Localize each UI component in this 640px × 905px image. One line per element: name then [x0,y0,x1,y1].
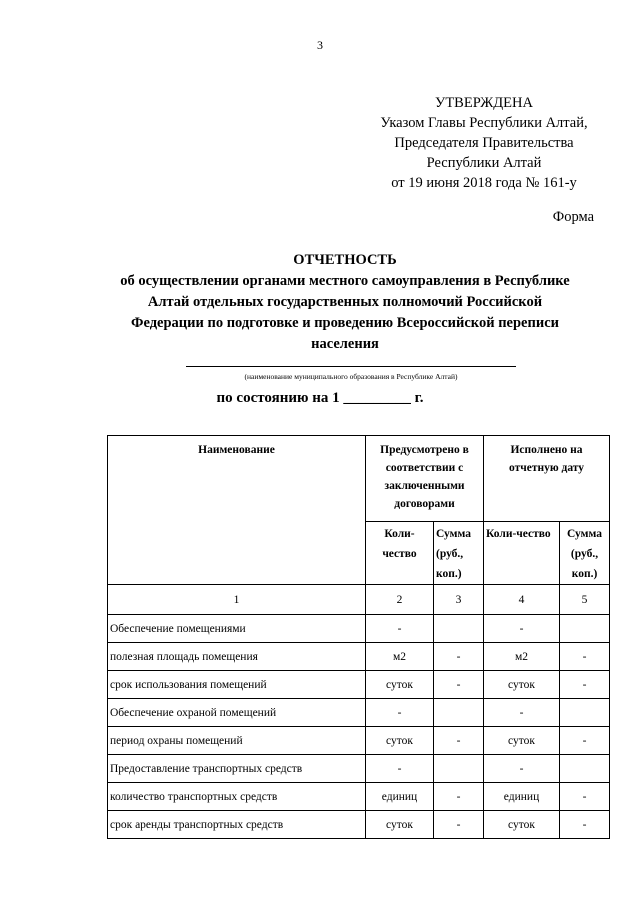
row-name: полезная площадь помещения [108,643,366,671]
cell: - [434,727,484,755]
cell: суток [366,671,434,699]
column-number: 4 [484,585,560,615]
cell: - [560,671,610,699]
cell: суток [366,811,434,839]
column-number: 1 [108,585,366,615]
table-row [108,615,610,643]
header-name: Наименование [108,436,366,585]
cell [560,755,610,783]
cell: суток [484,727,560,755]
title-line: Федерации по подготовке и проведению Всероссийской переписи [131,315,559,331]
cell: суток [484,811,560,839]
approval-line: Указом Главы Республики Алтай, [380,115,588,131]
cell: - [434,671,484,699]
column-number-row [108,585,610,615]
row-name: Обеспечение помещениями [108,615,366,643]
report-table [107,435,610,839]
approval-line: Республики Алтай [426,155,542,171]
cell: - [434,811,484,839]
table-header-row [108,436,610,522]
approval-date-line: от 19 июня 2018 года № 161-у [391,175,577,191]
header-sum: Сумма (руб., коп.) [434,522,484,585]
as-of-date-line: по состоянию на 1 _________ г. [216,390,424,406]
cell: единиц [484,783,560,811]
header-quantity: Коли-чество [366,522,434,585]
cell: - [484,699,560,727]
table-row [108,727,610,755]
cell: - [484,615,560,643]
row-name: срок использования помещений [108,671,366,699]
cell [434,755,484,783]
row-name: Обеспечение охраной помещений [108,699,366,727]
title-line: населения [311,336,379,352]
cell: м2 [484,643,560,671]
cell: - [560,727,610,755]
header-sum: Сумма (руб., коп.) [560,522,610,585]
cell: - [366,699,434,727]
page-number: 3 [317,38,323,52]
table-row [108,699,610,727]
approval-title: УТВЕРЖДЕНА [435,95,533,111]
municipality-caption: (наименование муниципального образования в Республике Алтай) [244,372,458,381]
cell: - [560,811,610,839]
title-line: Алтай отдельных государственных полномочий Российской [147,294,543,310]
column-number: 2 [366,585,434,615]
row-name: период охраны помещений [108,727,366,755]
table-row [108,643,610,671]
table-row [108,783,610,811]
cell: м2 [366,643,434,671]
row-name: количество транспортных средств [108,783,366,811]
cell: - [366,615,434,643]
cell: суток [484,671,560,699]
title-line: ОТЧЕТНОСТЬ [293,252,397,268]
cell: единиц [366,783,434,811]
cell: - [434,643,484,671]
row-name: Предоставление транспортных средств [108,755,366,783]
cell [434,699,484,727]
cell: суток [366,727,434,755]
header-quantity: Коли-чество [484,522,560,585]
title-line: об осуществлении органами местного самоуправления в Республике [120,273,570,289]
cell: - [560,783,610,811]
header-executed: Исполнено на отчетную дату [484,436,610,522]
table-row [108,671,610,699]
table-row [108,755,610,783]
header-planned: Предусмотрено в соответствии с заключенными договорами [366,436,484,522]
cell [560,699,610,727]
cell [560,615,610,643]
row-name: срок аренды транспортных средств [108,811,366,839]
cell [434,615,484,643]
table-row [108,811,610,839]
cell: - [366,755,434,783]
cell: - [560,643,610,671]
column-number: 5 [560,585,610,615]
column-number: 3 [434,585,484,615]
approval-line: Председателя Правительства [394,135,574,151]
form-label: Форма [552,209,594,225]
municipality-fill-line [186,366,516,367]
cell: - [434,783,484,811]
document-title [90,250,600,355]
approval-block [374,93,594,193]
cell: - [484,755,560,783]
